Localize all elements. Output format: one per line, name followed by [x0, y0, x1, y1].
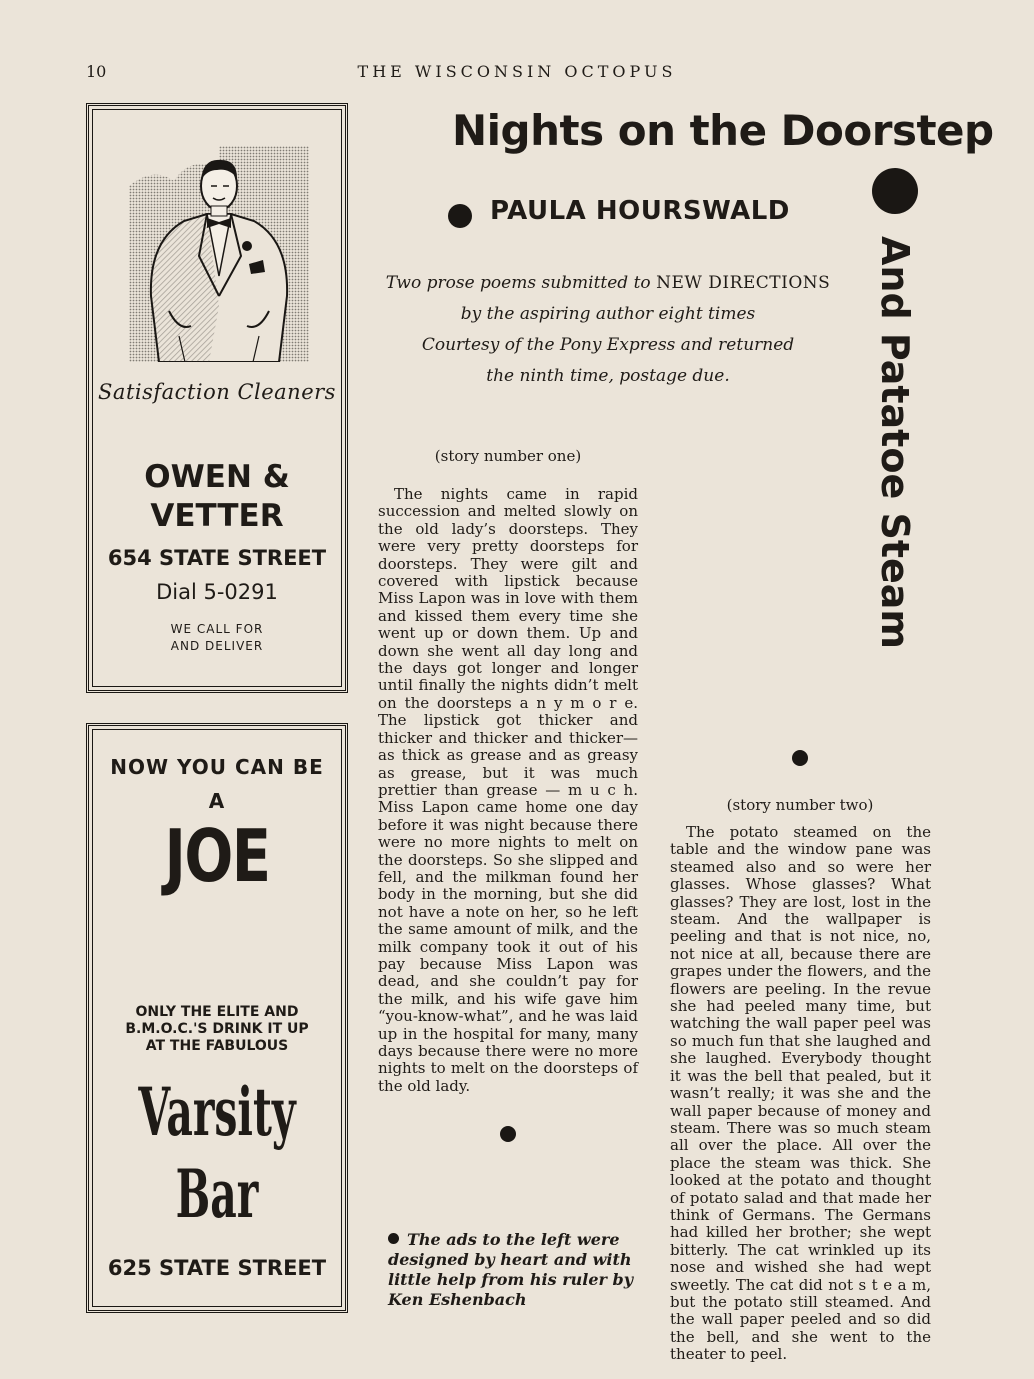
author-bullet-dot: [448, 204, 472, 228]
credit-bullet-dot: [388, 1233, 399, 1244]
section-bullet-dot: [500, 1126, 516, 1142]
bar-ad-elite-3: AT THE FABULOUS: [145, 1038, 289, 1054]
credit-text: The ads to the left were designed by heart and with little help from his ruler by Ken Eshenbach: [388, 1230, 633, 1309]
cleaners-phone: Dial 5-0291: [156, 580, 278, 604]
page-number: 10: [86, 62, 107, 81]
bar-ad-line2: A: [208, 789, 226, 813]
bar-ad-address: 625 STATE STREET: [107, 1256, 327, 1280]
intro-blurb: [370, 268, 846, 392]
story-two-bullet-dot: [792, 750, 808, 766]
varsity-bar-ad: [86, 723, 348, 1313]
bar-ad-line1: NOW YOU CAN BE: [110, 755, 324, 779]
intro-line-4: the ninth time, postage due.: [486, 366, 730, 386]
story-one-body: [378, 486, 638, 1095]
story-one-paragraph: The nights came in rapid succession and melted slowly on the old lady’s doorsteps. They were very pretty doorsteps for doorsteps. They were gilt and covered with lipstick because Miss Lapon was in love with them and kissed them every time she went up or down them. Up and down she went all day long and the days got longer and longer until finally the nights didn’t melt on the doorsteps a n y m o r e. The lipstick got thicker and thicker and thicker and thicker—as thick as grease and as greasy as grease, but it was much prettier than grease — m u c h. Miss Lapon came home one day before it was night because there were no more nights to melt on the doorsteps. So she slipped and fell, and the milkman found her body in the morning, but she did not have a note on her, so he left the same amount of milk, and the milk company took it out of his pay because Miss Lapon was dead, and she couldn’t pay for the milk, and his wife gave him “you-know-what”, and he was laid up in the hospital for many, many days because there were no more nights to melt on the doorsteps of the old lady.: [378, 485, 638, 1095]
story-two-paragraph: The potato steamed on the table and the window pane was steamed also and so were her glasses. Whose glasses? What glasses? They are lost, lost in the steam. And the wallpaper is peeling and that is not nice, no, not nice at all, because there are grapes under the flowers, and the flowers are peeling. In the revue she had peeled many time, but watching the wall paper peel was so much fun that she laughed and she laughed. Everybody thought it was the bell that pealed, but it wasn’t really; it was she and the wall paper because of money and steam. There was so much steam all over the place. All over the place the steam was thick. She looked at the potato and thought of potato salad and that made her think of Germans. The Germans had killed her brother; she wept bitterly. The cat wrinkled up its nose and wished she had wept sweetly. The cat did not s t e a m, but the potato still steamed. And the wall paper peeled and so did the bell, and she went to the theater to peel.: [670, 823, 931, 1364]
intro-line-1-text: Two prose poems submitted to: [385, 273, 657, 293]
vertical-subtitle-text: And Patatoe Steam: [873, 236, 917, 649]
bar-ad-joe: JOE: [164, 814, 270, 898]
ad-credit-note: [388, 1230, 634, 1310]
gentleman-in-dinner-jacket-illustration: [129, 146, 309, 362]
cleaners-name-line1: OWEN &: [144, 459, 290, 495]
bar-ad-name-line2: Bar: [175, 1155, 259, 1233]
bar-ad-name-line1: Varsity: [138, 1073, 296, 1151]
story-one-heading: (story number one): [434, 447, 582, 465]
running-head: THE WISCONSIN OCTOPUS: [357, 62, 677, 81]
cleaners-script-name: Satisfaction Cleaners: [98, 380, 336, 404]
cleaners-address: 654 STATE STREET: [107, 546, 327, 570]
large-bullet-dot: [872, 168, 918, 214]
story-two-body: [670, 824, 931, 1364]
cleaners-tagline-1: WE CALL FOR: [170, 622, 264, 636]
author-name: PAULA HOURSWALD: [490, 196, 790, 226]
cleaners-name-line2: VETTER: [150, 498, 284, 534]
intro-line-3: Courtesy of the Pony Express and returned: [421, 335, 795, 355]
intro-line-1-caps: NEW DIRECTIONS: [656, 273, 831, 293]
bar-ad-elite-2: B.M.O.C.'S DRINK IT UP: [125, 1021, 309, 1037]
article-title: Nights on the Doorstep: [452, 106, 994, 155]
cleaners-tagline-2: AND DELIVER: [170, 639, 264, 653]
story-two-heading: (story number two): [726, 796, 874, 814]
intro-line-1: [370, 268, 846, 299]
bar-ad-elite-1: ONLY THE ELITE AND: [135, 1004, 299, 1020]
cleaners-ad: [86, 103, 348, 693]
intro-line-2: by the aspiring author eight times: [460, 304, 756, 324]
vertical-subtitle: [868, 236, 928, 656]
